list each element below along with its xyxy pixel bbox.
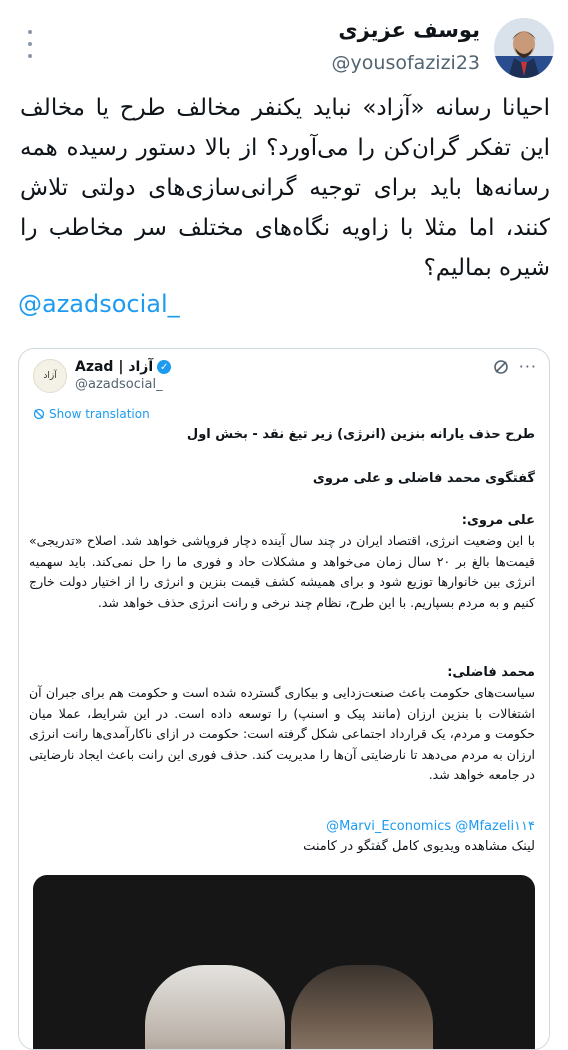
show-translation-label: Show translation xyxy=(49,407,150,421)
avatar-image xyxy=(494,18,554,78)
quoted-tools xyxy=(493,359,537,375)
quoted-subtitle: گفتگوی محمد فاضلی و علی مروی xyxy=(312,471,535,486)
quoted-author-handle[interactable]: @azadsocial_ xyxy=(75,377,163,392)
quoted-author-name-text: Azad | آزاد xyxy=(75,359,154,375)
tweet-text: احیانا رسانه «آزاد» نباید یکنفر مخالف طرح یا مخالف این تفکر گران‌کن را می‌آورد؟ از بالا دستور رسیده همه رسانه‌ها باید برای توجیه گرانی‌سازی‌های دولتی تلاش کنند، اما مثلا با زاویه نگاه‌های مختلف سر مخاطب را شیره بمالیم؟ xyxy=(20,95,550,281)
speaker2-paragraph: سیاست‌های حکومت باعث صنعت‌زدایی و بیکاری گسترده شده است و حکومت هم برای جبران آن اشتغالات با بنزین ارزان (مانند پیک و اسنپ) را توسعه داده است. در این شرایط، عملا میان حکومت و مردم، یک قرارداد اجتماعی شکل گرفته است: حکومت در ازای ناکارآمدی‌ها رانت انرژی ارزان به مردم می‌دهد تا نارضایتی آن‌ها را مدیریت کند. حذف فوری این رانت باعث ایجاد نارضایتی در جامعه خواهد شد. xyxy=(29,685,535,782)
grok-icon[interactable] xyxy=(493,359,509,375)
more-options-icon[interactable] xyxy=(22,30,38,58)
tweet-header xyxy=(0,0,568,96)
show-translation-link[interactable] xyxy=(33,407,150,421)
quoted-title: طرح حذف یارانه بنزین (انرژی) زیر تیغ نقد - بخش اول xyxy=(186,427,535,442)
speaker2-heading: محمد فاضلی: xyxy=(447,665,535,680)
quoted-author-name[interactable] xyxy=(75,359,171,375)
quoted-more-icon[interactable]: ··· xyxy=(518,357,537,376)
speaker1-heading: علی مروی: xyxy=(461,513,535,528)
quoted-mentions[interactable]: @Marvi_Economics @Mfazeli۱۱۴ xyxy=(326,819,535,834)
quoted-tweet-card[interactable] xyxy=(18,348,550,1050)
translate-icon xyxy=(33,408,45,420)
verified-badge-icon: ✓ xyxy=(157,360,171,374)
author-avatar[interactable] xyxy=(494,18,554,78)
tweet-mention-link[interactable]: @azadsocial_ xyxy=(18,290,180,318)
quoted-avatar-label: آزاد xyxy=(43,371,57,381)
quoted-avatar[interactable] xyxy=(33,359,67,393)
author-handle[interactable]: @yousofazizi23 xyxy=(331,52,480,74)
speaker1-paragraph: با این وضعیت انرژی، اقتصاد ایران در چند سال آینده دچار فروپاشی خواهد شد. اصلاح «تدریجی» قیمت‌ها بالغ بر ۲۰ سال زمان می‌خواهد و مشکلات حاد و فوری ما را حل نمی‌کند. باید سهمیه انرژی بین خانوارها توزیع شود و برای همیشه کشف قیمت بنزین و انرژی را از اختیار دولت خارج کنیم و به مردم بسپاریم. با این طرح، نظام چند نرخی و رانت انرژی حذف خواهد شد. xyxy=(29,533,535,610)
person-left-image xyxy=(145,965,285,1050)
quoted-link-text: لینک مشاهده ویدیوی کامل گفتگو در کامنت xyxy=(303,839,535,854)
author-name[interactable]: یوسف عزیزی xyxy=(338,18,480,42)
person-right-image xyxy=(291,965,433,1050)
